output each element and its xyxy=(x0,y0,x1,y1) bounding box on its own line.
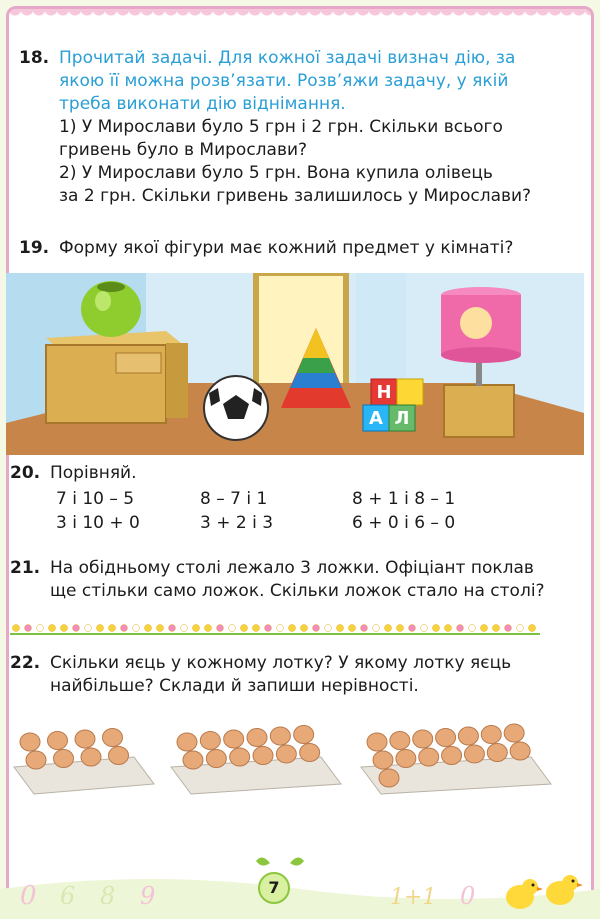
flower-icon xyxy=(241,625,248,632)
flower-icon xyxy=(133,625,140,632)
flower-icon xyxy=(385,625,392,632)
flower-icon xyxy=(97,625,104,632)
flower-icon xyxy=(469,625,476,632)
flower-icon xyxy=(493,625,500,632)
flower-icon xyxy=(277,625,284,632)
wooden-cabinet xyxy=(46,331,188,423)
egg xyxy=(103,729,123,747)
egg xyxy=(487,744,507,762)
egg xyxy=(390,732,410,750)
task-21 xyxy=(10,557,588,603)
flower-icon xyxy=(61,625,68,632)
green-vase xyxy=(81,281,141,337)
task-18 xyxy=(19,47,579,208)
flower-icon xyxy=(109,625,116,632)
egg-trays xyxy=(6,712,584,822)
flower-icon xyxy=(505,625,512,632)
flower-icon xyxy=(181,625,188,632)
egg xyxy=(300,744,320,762)
task-19-number: 19. xyxy=(19,238,50,258)
flower-icon xyxy=(289,625,296,632)
task-22 xyxy=(10,652,588,698)
flower-icon xyxy=(169,625,176,632)
task-18-problem-line: за 2 грн. Скільки гривень залишилось у Мирослави? xyxy=(59,186,532,206)
svg-text:9: 9 xyxy=(140,882,156,910)
egg xyxy=(183,751,203,769)
cube-letter: Н xyxy=(376,382,392,403)
egg-tray xyxy=(171,726,341,795)
flower-icon xyxy=(337,625,344,632)
flower-icon xyxy=(397,625,404,632)
task-18-instruction-line: Прочитай задачі. Для кожної задачі визнач дію, за xyxy=(59,48,516,68)
comparison-item: 3 + 2 і 3 xyxy=(200,513,274,533)
cube-letter: Л xyxy=(394,408,410,429)
task-20-number: 20. xyxy=(10,463,41,483)
page-number: 7 xyxy=(258,872,290,904)
flower-icon xyxy=(457,625,464,632)
soccer-ball xyxy=(204,376,268,440)
egg xyxy=(413,730,433,748)
task-22-line: Скільки яєць у кожному лотку? У якому лотку яєць xyxy=(50,653,512,673)
task-18-problem-line: гривень було в Мирослави? xyxy=(59,140,308,160)
egg xyxy=(109,747,129,765)
flower-icon xyxy=(229,625,236,632)
egg xyxy=(510,742,530,760)
comparison-item: 3 і 10 + 0 xyxy=(56,513,140,533)
leaf-icon xyxy=(290,857,304,865)
task-22-line: найбільше? Склади й запиши нерівності. xyxy=(50,676,419,696)
flower-icon xyxy=(157,625,164,632)
task-19-text: Форму якої фігури має кожний предмет у кімнаті? xyxy=(59,238,514,258)
egg xyxy=(75,730,95,748)
flower-icon xyxy=(37,625,44,632)
top-border-scallop xyxy=(9,9,591,23)
flower-icon xyxy=(409,625,416,632)
task-18-number: 18. xyxy=(19,48,50,68)
flower-icon xyxy=(361,625,368,632)
flower-icon xyxy=(85,625,92,632)
task-18-instruction-line: якою її можна розв’язати. Розв’яжи задачу, у якій xyxy=(59,71,509,91)
egg xyxy=(200,732,220,750)
svg-text:1+1: 1+1 xyxy=(390,885,437,910)
egg xyxy=(206,750,226,768)
flower-icon xyxy=(145,625,152,632)
task-18-problem-line: 2) У Мирослави було 5 грн. Вона купила олівець xyxy=(59,163,493,183)
task-18-instruction-line: треба виконати дію віднімання. xyxy=(59,94,346,114)
egg xyxy=(48,732,68,750)
task-20 xyxy=(10,462,588,485)
flower-icon xyxy=(25,625,32,632)
egg xyxy=(379,769,399,787)
egg xyxy=(81,748,101,766)
flower-icon xyxy=(529,625,536,632)
task-20-title: Порівняй. xyxy=(50,463,137,483)
svg-text:6: 6 xyxy=(60,882,76,910)
task-21-number: 21. xyxy=(10,558,41,578)
egg xyxy=(481,726,501,744)
flower-divider xyxy=(10,620,540,636)
comparison-item: 6 + 0 і 6 – 0 xyxy=(352,513,456,533)
egg xyxy=(419,748,439,766)
task-21-line: На обідньому столі лежало 3 ложки. Офіціант поклав xyxy=(50,558,534,578)
letter-cubes xyxy=(363,379,423,431)
egg xyxy=(464,745,484,763)
egg xyxy=(26,751,46,769)
flower-icon xyxy=(433,625,440,632)
egg xyxy=(230,748,250,766)
comparison-item: 8 – 7 і 1 xyxy=(200,489,268,509)
egg-tray xyxy=(14,729,154,795)
room-illustration xyxy=(6,273,584,455)
svg-text:0: 0 xyxy=(20,881,37,911)
flower-icon xyxy=(13,625,20,632)
egg xyxy=(396,750,416,768)
egg xyxy=(253,747,273,765)
footer-decoration xyxy=(0,849,600,919)
flower-icon xyxy=(481,625,488,632)
egg xyxy=(20,733,40,751)
egg xyxy=(270,727,290,745)
cube-letter: А xyxy=(369,408,383,429)
egg xyxy=(436,729,456,747)
leaf-icon xyxy=(256,857,270,865)
flower-icon xyxy=(193,625,200,632)
flower-icon xyxy=(349,625,356,632)
egg xyxy=(294,726,314,744)
flower-icon xyxy=(373,625,380,632)
flower-icon xyxy=(313,625,320,632)
comparison-item: 8 + 1 і 8 – 1 xyxy=(352,489,456,509)
flower-icon xyxy=(121,625,128,632)
svg-text:0: 0 xyxy=(460,882,476,910)
egg xyxy=(224,730,244,748)
egg xyxy=(458,727,478,745)
egg xyxy=(442,747,462,765)
flower-icon xyxy=(301,625,308,632)
egg xyxy=(373,751,393,769)
egg xyxy=(54,750,74,768)
flower-icon xyxy=(445,625,452,632)
egg xyxy=(504,724,524,742)
flower-icon xyxy=(325,625,332,632)
flower-icon xyxy=(265,625,272,632)
flower-icon xyxy=(517,625,524,632)
egg xyxy=(276,745,296,763)
flower-icon xyxy=(49,625,56,632)
flower-icon xyxy=(73,625,80,632)
egg xyxy=(367,733,387,751)
flower-icon xyxy=(217,625,224,632)
flower-icon xyxy=(421,625,428,632)
task-18-problem-line: 1) У Мирослави було 5 грн і 2 грн. Скільки всього xyxy=(59,117,503,137)
task-22-number: 22. xyxy=(10,653,41,673)
flower-icon xyxy=(205,625,212,632)
svg-text:8: 8 xyxy=(100,882,116,910)
comparison-item: 7 і 10 – 5 xyxy=(56,489,135,509)
egg xyxy=(177,733,197,751)
flower-icon xyxy=(253,625,260,632)
task-19 xyxy=(19,237,579,260)
egg xyxy=(247,729,267,747)
task-21-line: ще стільки само ложок. Скільки ложок стало на столі? xyxy=(50,581,545,601)
egg-tray xyxy=(361,724,551,794)
